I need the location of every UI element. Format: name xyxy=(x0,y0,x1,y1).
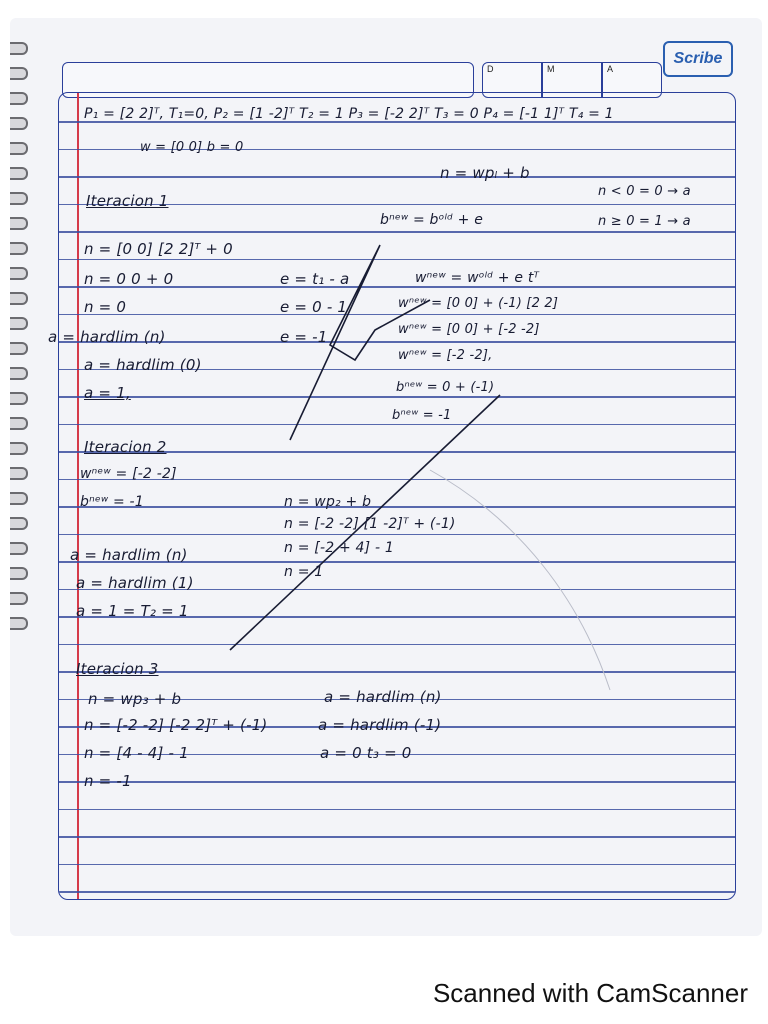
date-year-label: A xyxy=(607,64,614,74)
spiral-ring xyxy=(10,117,28,130)
spiral-ring xyxy=(10,142,28,155)
ruled-line xyxy=(59,176,735,178)
ruled-line xyxy=(59,396,735,398)
spiral-ring xyxy=(10,342,28,355)
iter1-net-step1: n = [0 0] [2 2]ᵀ + 0 xyxy=(84,240,233,258)
net-input-formula: n = wpₗ + b xyxy=(440,164,530,182)
spiral-ring xyxy=(10,392,28,405)
spiral-ring xyxy=(10,217,28,230)
spiral-ring xyxy=(10,492,28,505)
iter1-bias-update-2: bⁿᵉʷ = -1 xyxy=(392,408,452,423)
iter1-error-1: e = t₁ - a xyxy=(280,270,350,288)
ruled-line xyxy=(59,809,735,811)
spiral-ring xyxy=(10,42,28,55)
spiral-ring xyxy=(10,617,28,630)
iter2-activation-1: a = hardlim (n) xyxy=(70,546,188,564)
spiral-ring xyxy=(10,542,28,555)
spiral-ring xyxy=(10,167,28,180)
iter2-net-step1: n = wp₂ + b xyxy=(284,494,372,510)
hardlim-rule-positive: n ≥ 0 = 1 → a xyxy=(598,214,691,229)
iter3-net-step3: n = [4 - 4] - 1 xyxy=(84,744,189,762)
spiral-ring xyxy=(10,92,28,105)
pattern-definitions: P₁ = [2 2]ᵀ, T₁=0, P₂ = [1 -2]ᵀ T₂ = 1 P₃ = [-2 2]ᵀ T₃ = 0 P₄ = [-1 1]ᵀ T₄ = 1 xyxy=(84,106,614,122)
spiral-binding xyxy=(10,42,32,642)
iter1-weight-update-3: wⁿᵉʷ = [0 0] + [-2 -2] xyxy=(398,322,540,337)
ruled-line xyxy=(59,836,735,838)
iter1-activation-result: a = 1, xyxy=(84,384,131,402)
iter2-net-step3: n = [-2 + 4] - 1 xyxy=(284,540,394,556)
iter2-net-result: n = 1 xyxy=(284,564,324,580)
iter1-error-2: e = 0 - 1 xyxy=(280,298,348,316)
date-month-label: M xyxy=(547,64,555,74)
iter2-bias: bⁿᵉʷ = -1 xyxy=(80,494,144,510)
scanner-watermark: Scanned with CamScanner xyxy=(432,978,748,1008)
spiral-ring xyxy=(10,317,28,330)
initial-weights-bias: w = [0 0] b = 0 xyxy=(140,140,244,155)
iter3-activation-result: a = 0 t₃ = 0 xyxy=(320,744,412,762)
iter2-activation-result: a = 1 = T₂ = 1 xyxy=(76,602,189,620)
spiral-ring xyxy=(10,592,28,605)
iter3-net-step1: n = wp₃ + b xyxy=(88,690,182,708)
iter3-activation-1: a = hardlim (n) xyxy=(324,688,442,706)
iter3-net-step2: n = [-2 -2] [-2 2]ᵀ + (-1) xyxy=(84,716,268,734)
ruled-line xyxy=(59,864,735,866)
spiral-ring xyxy=(10,367,28,380)
iter2-weights: wⁿᵉʷ = [-2 -2] xyxy=(80,466,177,482)
iteration-1-title: Iteracion 1 xyxy=(86,192,169,210)
spiral-ring xyxy=(10,242,28,255)
iter1-activation-1: a = hardlim (n) xyxy=(48,328,166,346)
ruled-line xyxy=(59,506,735,508)
iter3-activation-2: a = hardlim (-1) xyxy=(318,716,442,734)
spiral-ring xyxy=(10,567,28,580)
brand-logo: Scribe xyxy=(663,41,733,77)
ruled-line xyxy=(59,781,735,783)
spiral-ring xyxy=(10,192,28,205)
iteration-3-title: Iteracion 3 xyxy=(76,660,159,678)
spiral-ring xyxy=(10,67,28,80)
iter1-weight-update-2: wⁿᵉʷ = [0 0] + (-1) [2 2] xyxy=(398,296,559,311)
ruled-line xyxy=(59,891,735,893)
hardlim-rule-negative: n < 0 = 0 → a xyxy=(598,184,691,199)
iter1-activation-2: a = hardlim (0) xyxy=(84,356,202,374)
iteration-2-title: Iteracion 2 xyxy=(84,438,167,456)
spiral-ring xyxy=(10,467,28,480)
iter3-net-result: n = -1 xyxy=(84,772,132,790)
iter1-weight-update-4: wⁿᵉʷ = [-2 -2], xyxy=(398,348,493,363)
iter1-net-step2: n = 0 0 + 0 xyxy=(84,270,174,288)
iter1-weight-update-1: wⁿᵉʷ = wᵒˡᵈ + e tᵀ xyxy=(415,270,540,286)
spiral-ring xyxy=(10,292,28,305)
ruled-line xyxy=(59,231,735,233)
iter1-bias-update-1: bⁿᵉʷ = 0 + (-1) xyxy=(396,380,495,395)
spiral-ring xyxy=(10,417,28,430)
iter1-error-3: e = -1 xyxy=(280,328,328,346)
ruled-line xyxy=(59,259,735,261)
margin-line xyxy=(77,93,79,899)
bias-update-rule: bⁿᵉʷ = bᵒˡᵈ + e xyxy=(380,212,484,228)
date-day-label: D xyxy=(487,64,494,74)
ruled-line xyxy=(59,644,735,646)
spiral-ring xyxy=(10,442,28,455)
iter2-activation-2: a = hardlim (1) xyxy=(76,574,194,592)
iter1-net-result: n = 0 xyxy=(84,298,127,316)
ruled-line xyxy=(59,671,735,673)
ruled-line xyxy=(59,534,735,536)
iter2-net-step2: n = [-2 -2] [1 -2]ᵀ + (-1) xyxy=(284,516,456,532)
spiral-ring xyxy=(10,517,28,530)
spiral-ring xyxy=(10,267,28,280)
ruled-line xyxy=(59,424,735,426)
ruled-line xyxy=(59,314,735,316)
